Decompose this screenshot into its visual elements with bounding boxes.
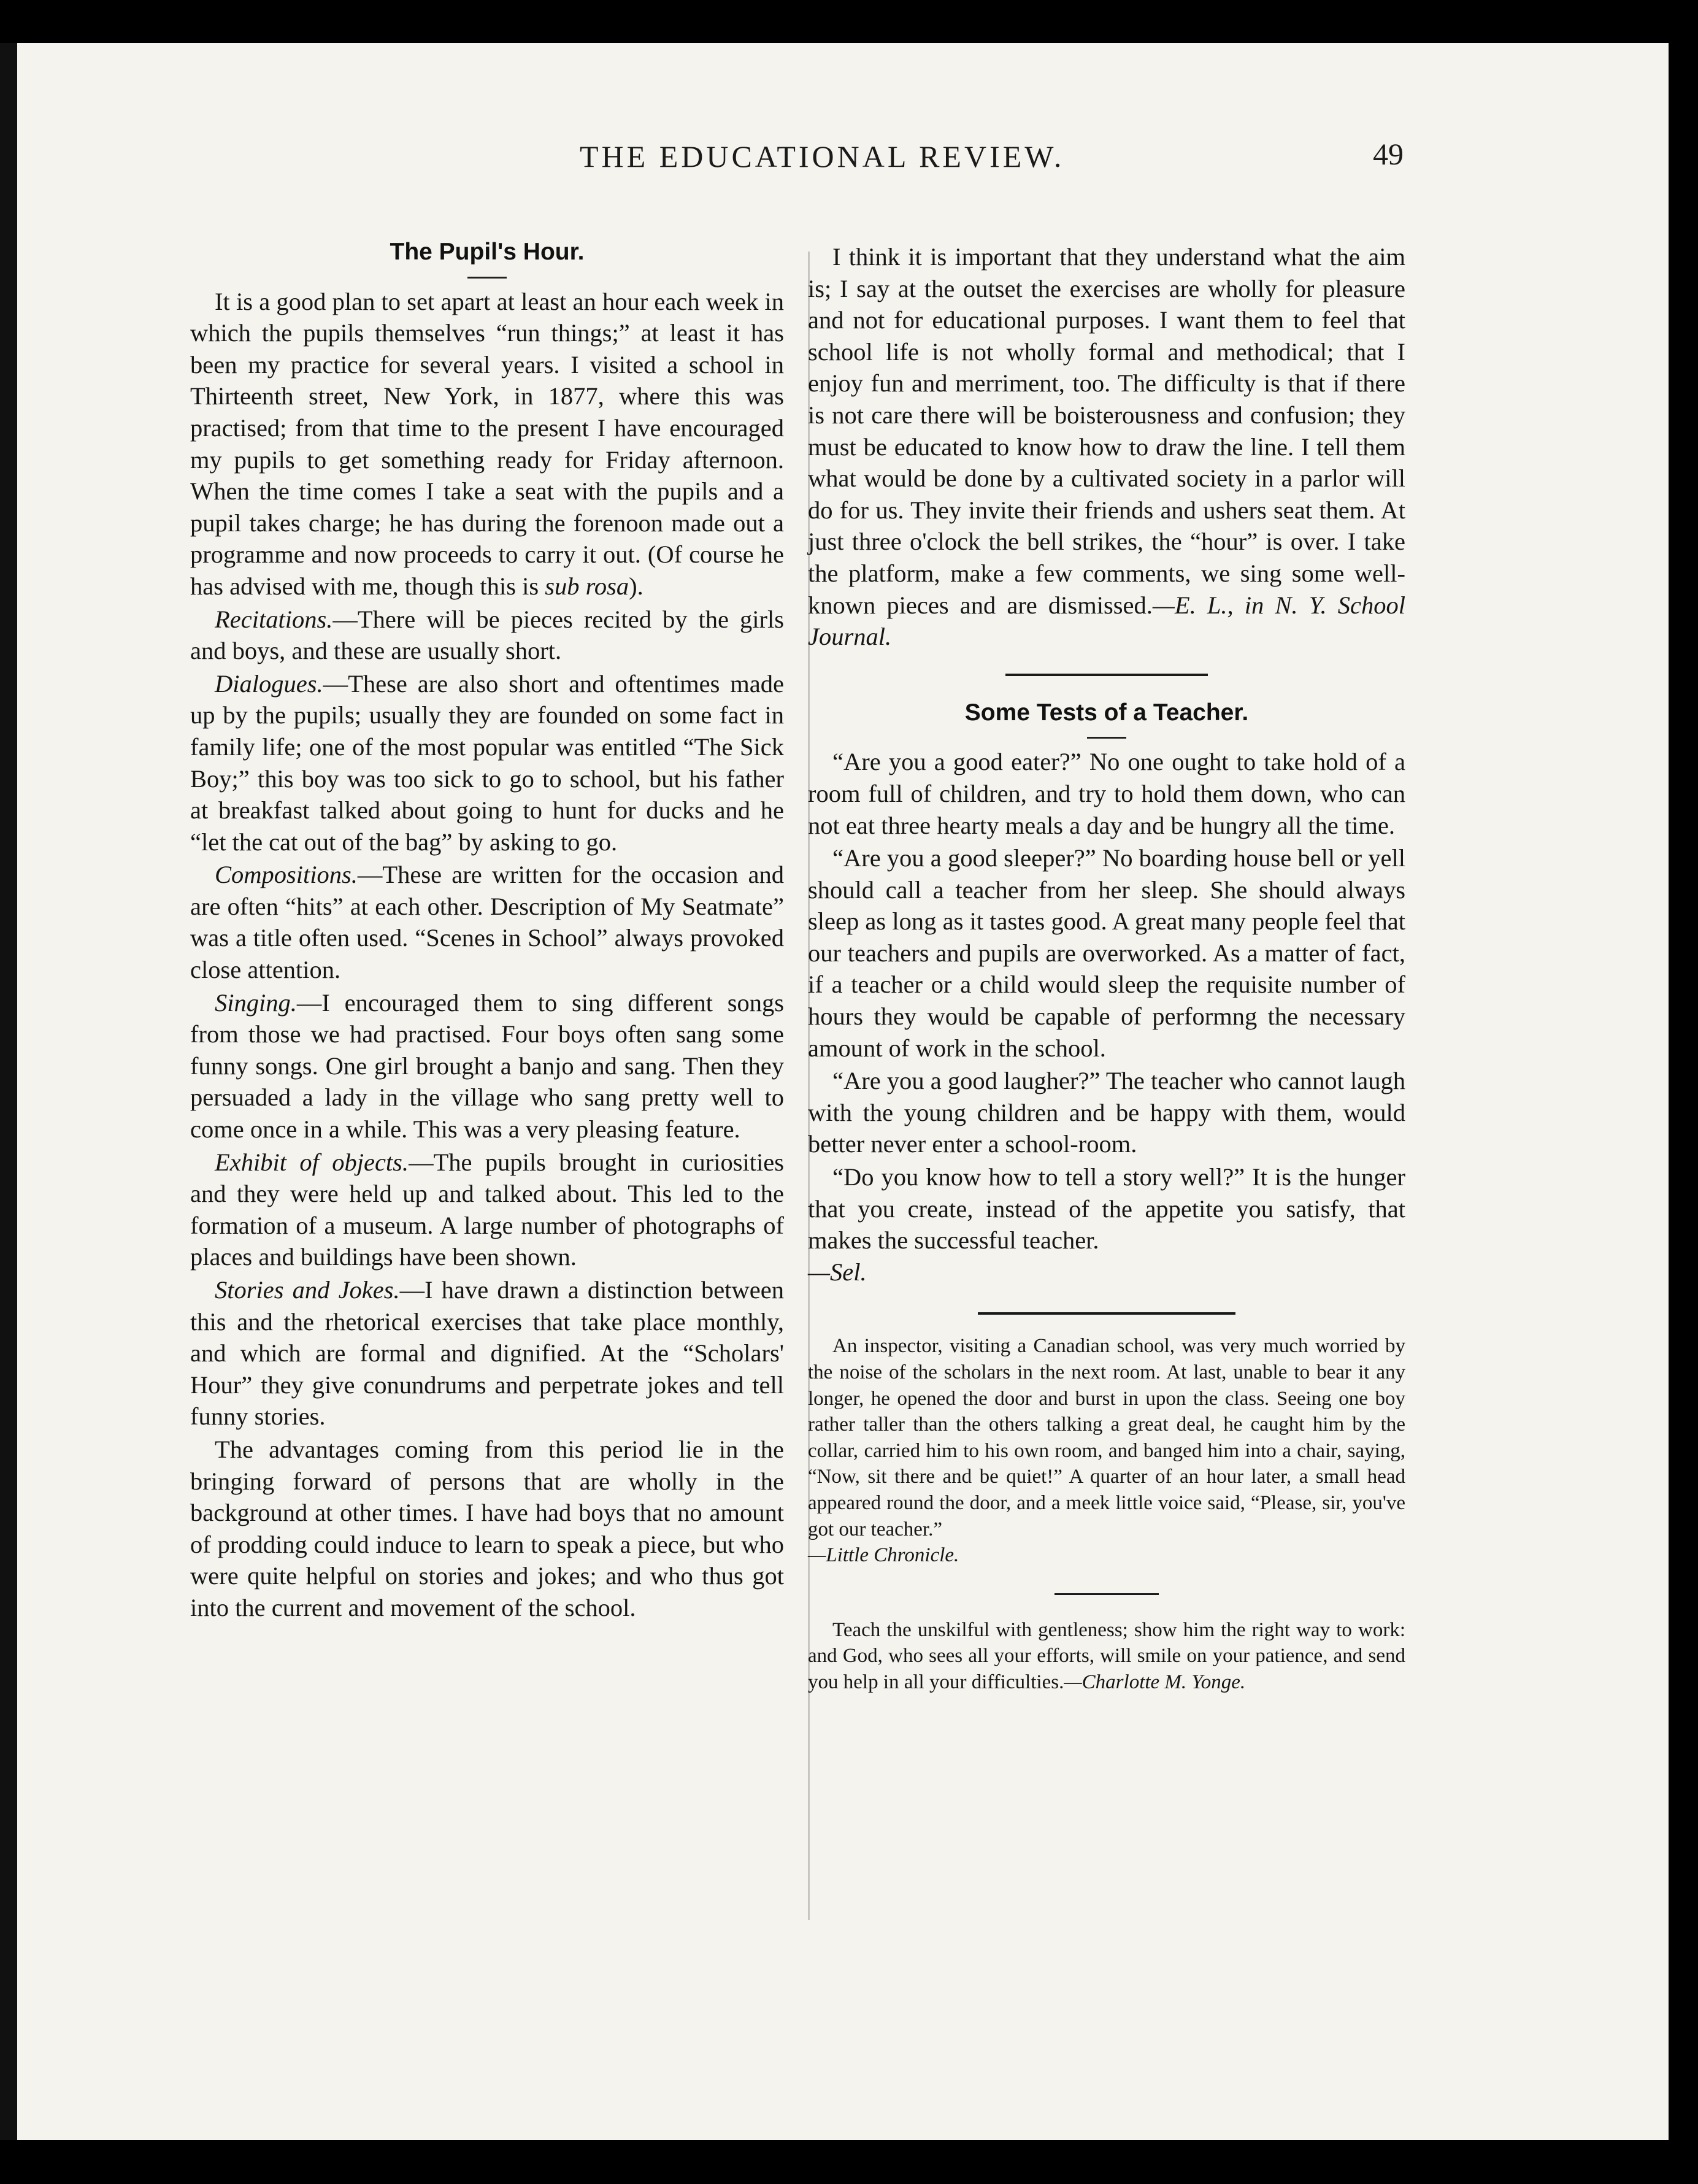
- article-title-pupils-hour: The Pupil's Hour.: [390, 239, 585, 265]
- section-recitations: [190, 604, 784, 667]
- intro-paragraph: [190, 286, 784, 602]
- anecdote-text: An inspector, visiting a Canadian school, was very much worried by the noise of the scholars in the next room. At last, unable to bear it any longer, he opened the door and burst in upon the class. Seeing one boy rather taller than the others talking a great deal, he caught him by the collar, carried him to his own room, and banged him into a chair, saying, “Now, sit there and be quiet!” A quarter of an hour later, a small head appeared round the door, and a meek little voice said, “Please, sir, you've got our teacher.”: [808, 1335, 1405, 1540]
- intro-end: ).: [629, 572, 643, 600]
- section-text: —The pupils brought in curiosities and they were held up and talked about. This led to the formation of a museum. A large number of photographs of places and buildings have been shown.: [190, 1148, 784, 1271]
- left-column: [190, 236, 784, 1624]
- section-divider: [978, 1312, 1235, 1315]
- section-head: Recitations.: [215, 605, 333, 633]
- section-text: —These are also short and oftentimes made up by the pupils; usually they are founded on some fact in family life; one of the most popular was entitled “The Sick Boy;” this boy was too sick to go to school, but his father at breakfast talked about going to hunt for ducks and he “let the cat out of the bag” by asking to go.: [190, 669, 784, 856]
- test-text: “Do you know how to tell a story well?” It is the hunger that you create, instead of the appetite you satisfy, that makes the successful teacher.: [808, 1163, 1405, 1255]
- continuation-text: I think it is important that they understand what the aim is; I say at the outset the exercises are wholly for pleasure and not for educational purposes. I want them to feel that school life is not wholly formal and methodical; that I enjoy fun and merriment, too. The difficulty is that if there is not care there will be boisterousness and confusion; they must be educated to know how to draw the line. I tell them what would be done by a cultivated society in a parlor will do for us. They invite their friends and ushers seat them. At just three o'clock the bell strikes, the “hour” is over. I take the platform, make a few comments, we sing some well-known pieces and are dismissed.: [808, 243, 1405, 619]
- quote-paragraph: [808, 1617, 1405, 1696]
- intro-italic: sub rosa: [545, 572, 629, 600]
- section-text: —These are written for the occasion and are often “hits” at each other. Description of My Seatmate” was a title often used. “Scenes in School” always provoked close attention.: [190, 861, 784, 984]
- page-number: 49: [1373, 137, 1404, 171]
- section-text: —I encouraged them to sing different songs from those we had practised. Four boys often sang some funny songs. One girl brought a banjo and sang. Then they persuaded a lady in the village who sang pretty well to come once in a while. This was a very pleasing feature.: [190, 988, 784, 1144]
- running-header: THE EDUCATIONAL REVIEW.: [580, 139, 1065, 174]
- title-rule: [467, 277, 507, 279]
- anecdote-paragraph: [808, 1333, 1405, 1568]
- closing-paragraph: The advantages coming from this period lie in the bringing forward of persons that are wholly in the background at other times. I have had boys that no amount of prodding could induce to learn to speak a piece, but who were quite helpful on stories and jokes; and who thus got into the current and movement of the school.: [190, 1435, 784, 1621]
- section-text: —I have drawn a distinction between this and the rhetorical exercises that take place monthly, and which are formal and dignified. At the “Scholars' Hour” they give conundrums and perpetrate jokes and tell funny stories.: [190, 1276, 784, 1431]
- test-paragraph: “Are you a good sleeper?” No boarding house bell or yell should call a teacher from her sleep. She should always sleep as long as it tastes good. A great many people feel that our teachers and pupils are overworked. As a matter of fact, if a teacher or a child would sleep the requisite number of hours they would be capable of performng the necessary amount of work in the school.: [808, 844, 1405, 1062]
- continuation-credit: —E. L., in N. Y. School Journal.: [808, 591, 1405, 651]
- tests-credit: —Sel.: [808, 1258, 867, 1286]
- intro-text: It is a good plan to set apart at least an hour each week in which the pupils themselves “run things;” at least it has been my practice for several years. I visited a school in Thirteenth street, New York, in 1877, where this was practised; from that time to the present I have encouraged my pupils to get something ready for Friday afternoon. When the time comes I take a seat with the pupils and a pupil takes charge; he has during the forenoon made out a programme and now proceeds to carry it out. (Of course he has advised with me, though this is: [190, 287, 784, 600]
- test-paragraph: “Are you a good eater?” No one ought to take hold of a room full of children, and try to hold them down, who can not eat three hearty meals a day and be hungry all the time.: [808, 748, 1405, 839]
- section-compositions: [190, 859, 784, 985]
- title-rule: [1087, 737, 1126, 739]
- article-title-tests: Some Tests of a Teacher.: [964, 699, 1249, 726]
- section-head: Singing.: [215, 988, 297, 1017]
- continuation-paragraph: [808, 241, 1405, 653]
- scan-edge: [0, 43, 17, 2140]
- quote-text: Teach the unskilful with gentleness; show him the right way to work: and God, who sees all your efforts, will smile on your patience, and send you help in all your difficulties.: [808, 1618, 1405, 1693]
- section-head: Stories and Jokes.: [215, 1276, 400, 1304]
- anecdote-block: [808, 1333, 1405, 1568]
- section-divider: [1005, 674, 1208, 676]
- section-head: Dialogues.: [215, 669, 323, 698]
- section-exhibit: [190, 1147, 784, 1273]
- section-head: Compositions.: [215, 861, 358, 889]
- right-column: [808, 241, 1405, 1696]
- section-text: —There will be pieces recited by the girls and boys, and these are usually short.: [190, 605, 784, 665]
- test-paragraph: “Are you a good laugher?” The teacher who cannot laugh with the young children and be happy with them, would better never enter a school-room.: [808, 1067, 1405, 1158]
- test-paragraph: [808, 1161, 1405, 1288]
- anecdote-credit: —Little Chronicle.: [808, 1544, 959, 1567]
- section-singing: [190, 987, 784, 1145]
- quote-credit: —Charlotte M. Yonge.: [1064, 1671, 1246, 1693]
- section-dialogues: [190, 668, 784, 858]
- section-head: Exhibit of objects.: [215, 1148, 409, 1176]
- quote-block: [808, 1617, 1405, 1696]
- section-divider: [1055, 1593, 1159, 1595]
- section-stories: [190, 1274, 784, 1432]
